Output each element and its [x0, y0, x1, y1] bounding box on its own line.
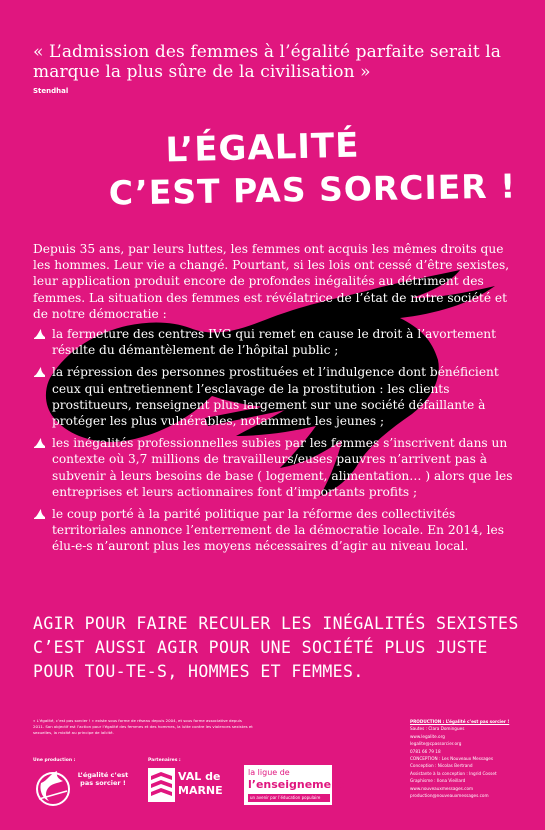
val-de-marne-emblem-icon	[148, 768, 175, 802]
list-item	[33, 326, 523, 358]
ligue-tagline: un avenir par l’éducation populaire	[248, 794, 330, 802]
credit-line: 0781 66 79 18	[410, 748, 441, 754]
partners-label: Partenaires :	[148, 758, 181, 763]
body-intro: Depuis 35 ans, par leurs luttes, les femmes ont acquis les mêmes droits que les hommes. Leur vie a changé. Pourtant, si les lois ont cessé d’être sexistes, leur application produit encore de profondes inégalités au détriment des femmes. La situation des femmes est révélatrice de l’état de notre société et de notre démocratie :	[33, 242, 510, 321]
list-item	[33, 435, 523, 500]
bullet-text: la répression des personnes prostituées et l’indulgence dont bénéficient ceux qui entretiennent l’esclavage de la prostitution : les clients prostitueurs, renseignent plus largement sur une société défaillante à protéger les plus vulnérables, notamment les jeunes ;	[52, 365, 499, 429]
witch-hat-bullet-icon	[33, 329, 46, 340]
production-label: Une production :	[33, 758, 76, 763]
credit-line: www.nouveauxmessages.com	[410, 785, 474, 791]
bullet-text: les inégalités professionnelles subies par les femmes s’inscrivent dans un contexte où 3,7 millions de travailleurs/euses pauvres n’arrivent pas à subvenir à leurs besoins de base ( logement, alimentation… ) alors que les entreprises et leurs actionnaires font d’importants profits ;	[52, 436, 513, 499]
credit-line: Conception : Nicolas Bertrand	[410, 763, 473, 769]
val-de-marne-logo	[148, 766, 224, 804]
witch-logo-icon	[33, 769, 73, 807]
egalite-logo-text: L’égalité c’est pas sorcier !	[77, 771, 129, 787]
list-item	[33, 506, 523, 555]
credit-line: legalite@cpassorcier.org	[410, 741, 462, 747]
witch-hat-bullet-icon	[33, 367, 46, 378]
call-to-action: AGIR POUR FAIRE RECULER LES INÉGALITÉS SEXISTES C’EST AUSSI AGIR POUR UNE SOCIÉTÉ PLUS JUSTE POUR TOU-TE-S, HOMMES ET FEMMES.	[33, 614, 519, 681]
quote-author: Stendhal	[33, 87, 69, 95]
credit-line: www.legalite.org	[410, 733, 445, 739]
quote-text: « L’admission des femmes à l’égalité parfaite serait la marque la plus sûre de la civilisation »	[33, 42, 502, 82]
egalite-logo	[33, 765, 133, 810]
credit-line: production@nouveauxmessages.com	[410, 793, 489, 799]
footer-description: « L’égalité, c’est pas sorcier ! » existe sous forme de réseau depuis 2004, et sous forme associative depuis 2011. Son objectif est l’action pour l’égalité des femmes et des hommes, la lutte contre les violences sexistes et sexuelles, la mixité au principe de laïcité.	[33, 718, 253, 735]
body-text	[33, 241, 523, 561]
bullet-text: le coup porté à la parité politique par la réforme des collectivités territoriales annonce l’enterrement de la démocratie locale. En 2014, les élu-e-s n’auront plus les moyens nécessaires d’agir au niveau local.	[52, 507, 504, 554]
credit-line: Assistante à la conception : Ingrid Cosset	[410, 770, 497, 776]
val-de-marne-line-1: VAL de	[178, 770, 221, 783]
val-de-marne-line-2: MARNE	[178, 784, 223, 797]
val-de-marne-text	[178, 770, 228, 798]
credit-line: Graphisme : Ilona Vieillard	[410, 778, 466, 784]
bullet-list	[33, 326, 523, 555]
credit-line: Sautes : Clara Domingues	[410, 726, 465, 732]
headline-line-2: C’EST PAS SORCIER !	[108, 166, 517, 213]
credit-line: PRODUCTION : L’égalité c’est pas sorcier !	[410, 719, 510, 724]
witch-hat-bullet-icon	[33, 509, 46, 520]
ligue-line-2: l’enseignement	[248, 778, 345, 791]
credit-line: CONCEPTION : Les Nouveaux Messages	[410, 756, 494, 762]
ligue-line-1: la ligue de	[248, 768, 290, 777]
bullet-text: la fermeture des centres IVG qui remet en cause le droit à l’avortement résulte du démantèlement de l’hôpital public ;	[52, 327, 497, 358]
credits	[410, 718, 535, 799]
headline-line-1: L’ÉGALITÉ	[165, 125, 360, 171]
list-item	[33, 364, 523, 429]
ligue-enseignement-logo	[244, 765, 345, 805]
witch-hat-bullet-icon	[33, 438, 46, 449]
